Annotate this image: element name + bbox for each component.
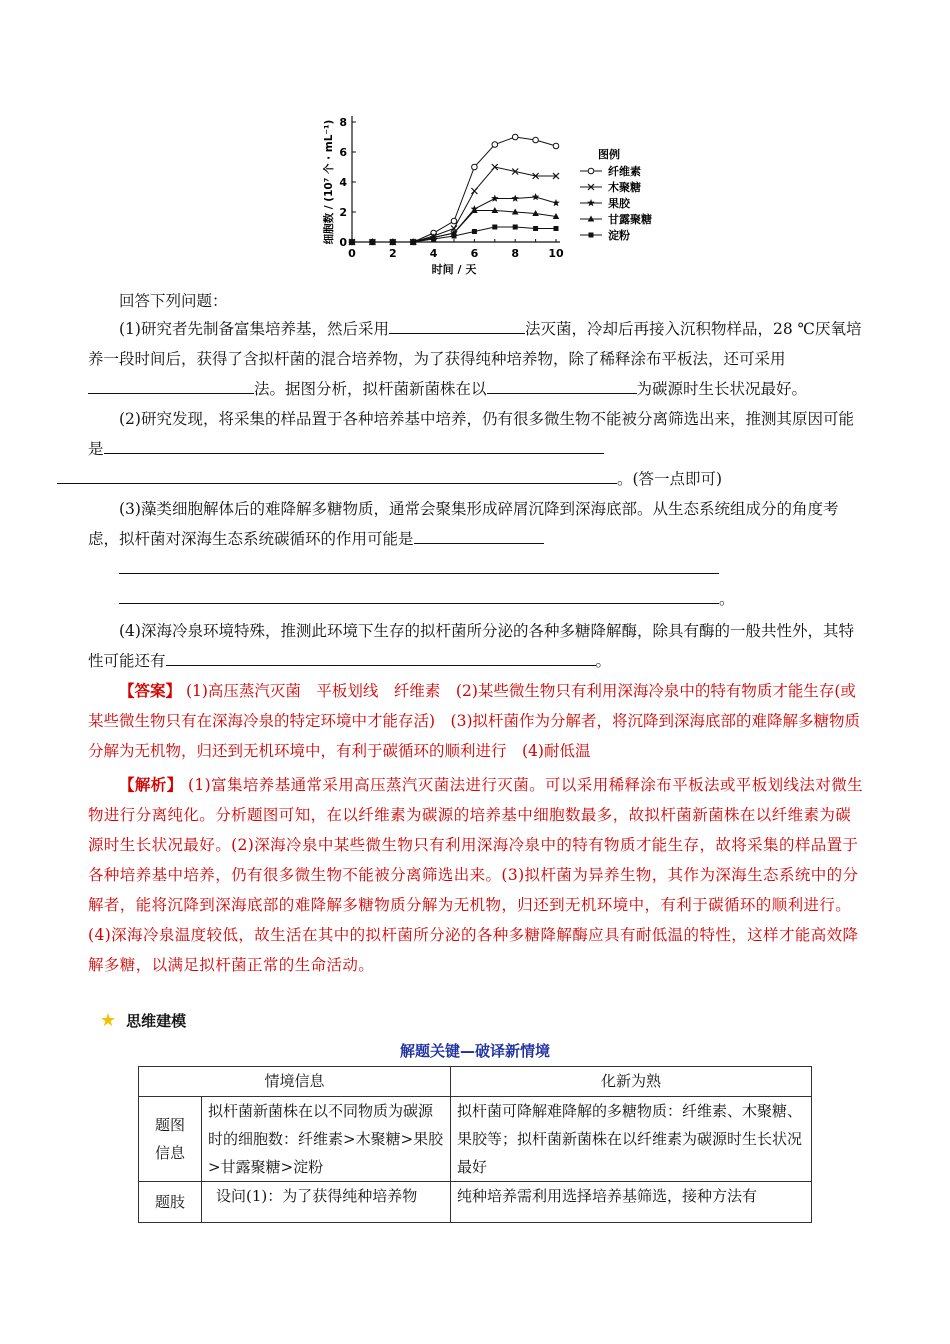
data-point [472,229,477,234]
table-title: 解题关键—破译新情境 [399,1042,550,1060]
data-point [491,195,499,202]
data-point [370,240,375,245]
y-tick-label: 4 [339,176,347,189]
x-tick-label: 0 [348,247,356,260]
legend-entry: 木聚糖 [608,181,641,194]
question-3: (3)藻类细胞解体后的难降解多糖物质，通常会聚集形成碎屑沉降到深海底部。从生态系统组成分的角度考虑，拟杆菌对深海生态系统碳循环的作用可能是 。 [88,500,839,608]
answer-tag: 【答案】 [119,681,182,700]
legend-title: 图例 [598,148,620,161]
data-point [512,134,518,140]
data-point [553,143,559,149]
data-point [431,237,436,242]
col-header-situation: 情境信息 [139,1067,451,1097]
data-point [554,226,559,231]
x-tick-label: 10 [548,247,564,260]
legend-entry: 果胶 [608,197,630,210]
y-tick-label: 8 [339,116,347,129]
cell-convert: 拟杆菌可降解难降解的多糖物质：纤维素、木聚糖、果胶等；拟杆菌新菌株在以纤维素为碳源时生长状况最好 [451,1097,812,1182]
y-tick-label: 0 [339,236,347,249]
x-tick-label: 6 [470,247,479,260]
q4-blank-1[interactable] [166,647,596,666]
cell-convert: 纯种培养需利用选择培养基筛选，接种方法有 [451,1182,812,1223]
q1-blank-3[interactable] [487,375,637,394]
data-point [511,195,519,202]
data-point [492,225,497,230]
data-point [552,199,560,206]
y-axis-label: 细胞数 / (10⁷ 个 · mL⁻¹) [323,119,335,245]
data-point [492,142,498,148]
legend-entry: 纤维素 [608,165,641,178]
y-tick-label: 2 [339,206,347,219]
cell-situation: 设问(1)：为了获得纯种培养物 [202,1182,451,1223]
legend-marker [588,168,594,174]
y-tick-label: 6 [339,146,347,159]
growth-chart [318,108,678,280]
question-2: (2)研究发现，将采集的样品置于各种培养基中培养，仍有很多微生物不能被分离筛选出来，推测其原因可能是 。(答一点即可) [88,404,864,494]
analysis-tag: 【解析】 [119,775,183,794]
row-header-stem: 题肢 [139,1182,202,1223]
question-4: (4)深海冷泉环境特殊，推测此环境下生存的拟杆菌所分泌的各种多糖降解酶，除具有酶的一般共性外，其特性可能还有 。 [88,622,854,670]
series-line-1 [352,137,556,242]
x-tick-label: 4 [429,247,438,260]
data-point [533,226,538,231]
table-row [139,1097,812,1182]
table-row [139,1182,812,1223]
q3-blank-1[interactable] [414,525,544,544]
answer-block [88,676,864,766]
data-point [533,137,539,143]
q3-blank-3[interactable] [119,585,719,604]
situation-table [138,1066,812,1223]
q1-blank-2[interactable] [88,375,254,394]
q2-blank-2[interactable] [57,465,617,484]
analysis-text: (1)富集培养基通常采用高压蒸汽灭菌法进行灭菌。可以采用稀释涂布平板法或平板划线法对微生物进行分离纯化。分析题图可知，在以纤维素为碳源的培养基中细胞数最多，故拟杆菌新菌株在以纤维素为碳源时生长状况最好。(2)深海冷泉中某些微生物只有利用深海冷泉中的特有物质才能生存，故将采集的样品置于各种培养基中培养，仍有很多微生物不能被分离筛选出来。(3)拟杆菌为异养生物，其作为深海生态系统中的分解者，能将沉降到深海底部的难降解多糖物质分解为无机物，归还到无机环境中，有利于碳循环的顺利进行。(4)深海冷泉温度较低，故生活在其中的拟杆菌所分泌的各种多糖降解酶应具有耐低温的特性，这样才能高效降解多糖，以满足拟杆菌正常的生命活动。 [88,776,863,974]
analysis-block [88,770,864,980]
answer-text: (1)高压蒸汽灭菌 平板划线 纤维素 (2)某些微生物只有利用深海冷泉中的特有物质才能生存(或某些微生物只有在深海冷泉的特定环境中才能存活) (3)拟杆菌作为分解者，将沉降到深海底部的难降解多糖物质分解为无机物，归还到无机环境中，有利于碳循环的顺利进行 (4)耐低温 [88,682,861,760]
x-tick-label: 2 [388,247,397,260]
x-tick-label: 8 [511,247,520,260]
q2-blank-1[interactable] [104,435,604,454]
x-axis-label: 时间 / 天 [431,263,477,276]
data-point [513,225,518,230]
data-point [411,240,416,245]
data-point [471,188,477,194]
data-point [390,240,395,245]
q1-blank-1[interactable] [389,315,525,334]
questions-intro: 回答下列问题： [119,292,228,310]
row-header-figure-info: 题图信息 [139,1097,202,1182]
legend-entry: 甘露聚糖 [608,213,652,226]
cell-situation: 拟杆菌新菌株在以不同物质为碳源时的细胞数：纤维素>木聚糖>果胶>甘露聚糖>淀粉 [202,1097,451,1182]
legend-entry: 淀粉 [608,229,630,242]
legend-marker [587,199,595,206]
table-header-row [139,1067,812,1097]
legend-marker [589,233,594,238]
data-point [532,193,540,200]
data-point [350,240,355,245]
star-icon: ★ [100,1010,117,1031]
thinking-model-heading: ★ 思维建模 [100,1010,187,1031]
col-header-convert: 化新为熟 [451,1067,812,1097]
question-1: (1)研究者先制备富集培养基，然后采用 法灭菌，冷却后再接入沉积物样品，28 ℃厌氧培养一段时间后，获得了含拟杆菌的混合培养物，为了获得纯种培养物，除了稀释涂布平板法，还可采用法。据图分析，拟杆菌新菌株在以 为碳源时生长状况最好。 [88,314,864,404]
q3-blank-2[interactable] [119,555,719,574]
data-point [451,218,457,224]
data-point [472,164,478,170]
data-point [452,234,457,239]
